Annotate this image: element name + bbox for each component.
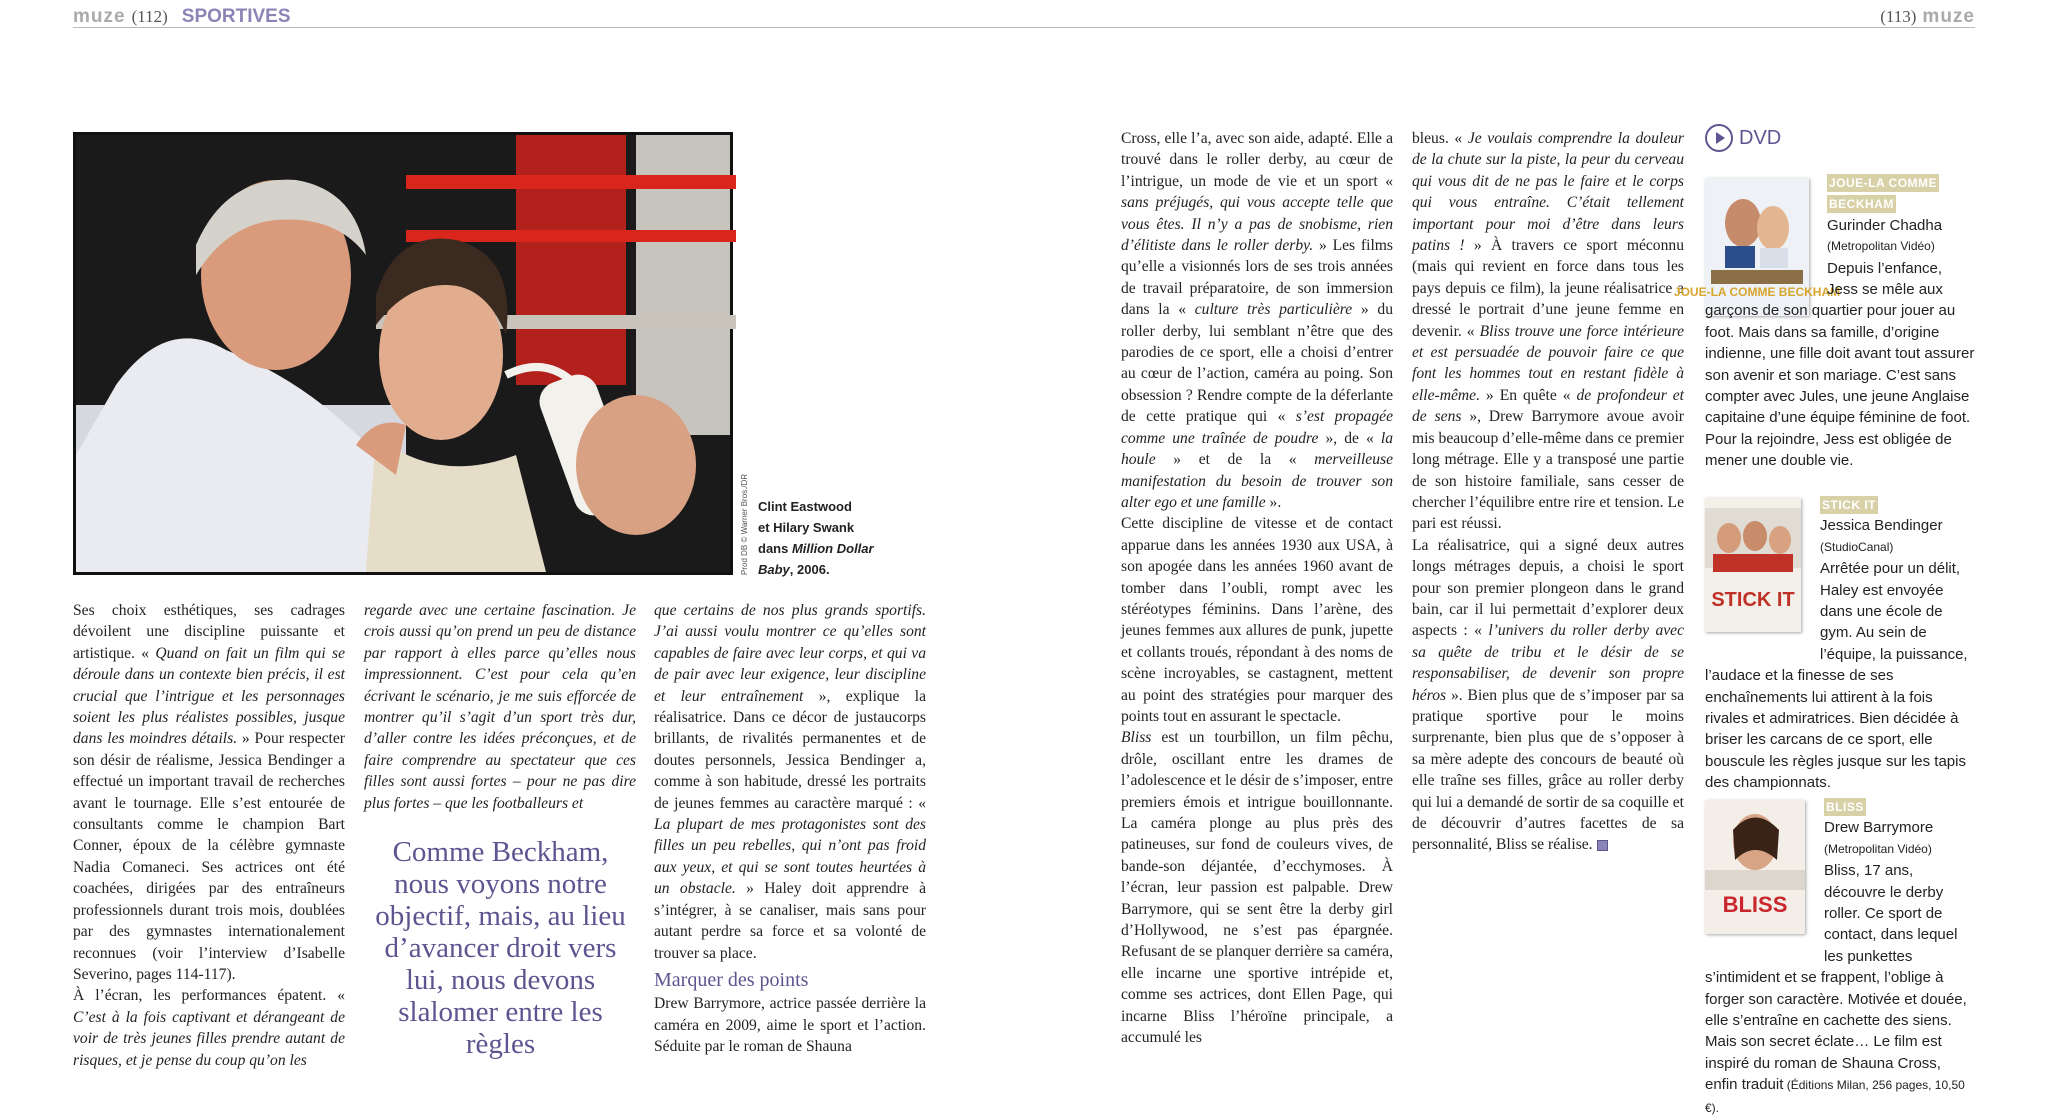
- dvd-director: Drew Barrymore: [1824, 819, 1934, 837]
- film-still-photo: [73, 132, 733, 575]
- paragraph: bleus. « Je voulais comprendre la douleur de la chute sur la piste, la peur du cerveau qui vous dit de ne pas le faire et le corps qui vous entraîne. C’était tellement important pour moi d’être dans leurs patins ! » À travers ce sport méconnu (mais qui revient en force dans tous les pays depuis ce film), la jeune réalisatrice a dressé le portrait d’une jeune femme en devenir. « Bliss trouve une force intérieure et est persuadée de pouvoir faire ce que font les hommes tout en restant fidèle à elle-même. » En quête « de profondeur et de sens », Drew Barrymore avoue avoir mis beaucoup d’elle-même dans ce premier long métrage. Elle y a transposé une partie de son histoire familiale, sans cesser de chercher l’équilibre entre rire et tension. Le pari est réussi.: [1412, 130, 1685, 533]
- section-subheading: Marquer des points: [654, 968, 809, 991]
- play-icon: [1705, 124, 1733, 152]
- paragraph: que certains de nos plus grands sportifs. J’ai aussi voulu montrer ce qu’elles sont capables de faire avec leur corps, et qui va de pair avec leur exigence, leur discipline et leur entraînement », explique la réalisatrice. Dans ce décor de justaucorps brillants, de rivalités permanentes et de doutes personnels, Jessica Bendinger a, comme à son habitude, dressé les portraits de jeunes femmes au caractère marqué : « La plupart de mes protagonistes sont des filles un peu rebelles, qui n’ont pas froid aux yeux, et qui se sont toutes heurtées à un obstacle. » Haley doit apprendre à s’intégrer, à se canaliser, mais sans pour autant perdre sa force et sa volonté de trouver sa place.: [654, 602, 927, 962]
- dvd-cover-title: JOUE-LA COMME BECKHAM: [1673, 285, 1841, 299]
- film-still-illustration: [76, 135, 730, 572]
- paragraph: À l’écran, les performances épatent. « C’est à la fois captivant et dérangeant de voir de très jeunes filles prendre autant de risques, et je pense du coup qu’on les: [73, 987, 345, 1069]
- dvd-publisher: (Metropolitan Vidéo): [1827, 239, 1935, 254]
- dvd-title: BLISS: [1826, 800, 1864, 814]
- header-rule: [73, 27, 1975, 28]
- running-header-right: [1880, 6, 1975, 32]
- article-column-4: [1121, 128, 1393, 1048]
- dvd-entry-2: [1705, 494, 1975, 794]
- paragraph: Bliss est un tourbillon, un film pêchu, drôle, oscillant entre les drames de l’adolescence et le désir de s’imposer, entre premiers émois et intrigue bouillonnante. La caméra plonge au plus près des patineuses, sur fond de couleurs vives, de bande-son déjantée, d’ecchymoses. À l’écran, leur passion est palpable. Drew Barrymore, qui se sent être la derby girl d’Hollywood, ne s’est pas épargnée. Refusant de se planquer derrière sa caméra, elle incarne une sportive intrépide et, comme ses actrices, dont Ellen Page, qui incarne Bliss l’héroïne principale, a accumulé les: [1121, 729, 1393, 1047]
- article-column-2: [364, 600, 636, 814]
- dvd-cover-title: BLISS: [1722, 892, 1788, 917]
- pull-quote: Comme Beckham, nous voyons notre objectif, mais, au lieu d’avancer droit vers lui, nous devons slalomer entre les règles: [375, 836, 626, 1060]
- paragraph: Cette discipline de vitesse et de contact apparue dans les années 1930 aux USA, à son apogée dans les années 1960 avant de tomber dans l’oubli, rompt avec les stéréotypes féminins. Dans l’arène, des jeunes femmes aux allures de punk, jupette et collants troués, répondant à des noms de scène incroyables, se castagnent, mettent au point des stratégies pour marquer des points tout en assurant le spectacle.: [1121, 515, 1393, 725]
- dvd-synopsis: Bliss, 17 ans, découvre le derby roller. Ce sport de contact, dans lequel les punkettes s’intimident et se frappent, l’oblige à forger son caractère. Motivée et douée, elle s’entraîne en cachette des siens. Mais son secret éclate… Le film est inspiré du roman de Shauna Cross, enfin traduit: [1705, 862, 1967, 1094]
- magazine-logo: muze: [73, 6, 126, 27]
- photo-credit: Prod DB © Warner Bros./DR: [740, 473, 749, 575]
- page-number: (112): [131, 7, 168, 26]
- article-column-1: [73, 600, 345, 1071]
- article-column-3: [654, 600, 926, 1058]
- dvd-book-reference: (Éditions Milan, 256 pages, 10,50 €).: [1705, 1078, 1965, 1115]
- dvd-heading: DVD: [1705, 124, 1781, 152]
- section-title: SPORTIVES: [181, 6, 291, 27]
- dvd-director: Jessica Bendinger: [1820, 517, 1943, 535]
- end-of-article-icon: [1597, 840, 1608, 851]
- dvd-synopsis: Depuis l’enfance, Jess se mêle aux garçons de son quartier pour jouer au foot. Mais dans sa famille, d’origine indienne, une fille doit avant tout assurer son avenir et son mariage. C’est sans compter avec Jules, une jeune Anglaise capitaine d’une équipe féminine de foot. Pour la rejoindre, Jess est obligée de mener une double vie.: [1705, 259, 1975, 470]
- dvd-publisher: (StudioCanal): [1820, 539, 1894, 554]
- dvd-title: STICK IT: [1822, 498, 1876, 512]
- paragraph: Drew Barrymore, actrice passée derrière la caméra en 2009, aime le sport et l’action. Séduite par le roman de Shauna: [654, 995, 926, 1056]
- dvd-cover-title: STICK IT: [1711, 589, 1795, 611]
- page-number: (113): [1880, 7, 1917, 26]
- dvd-title: JOUE-LA COMME: [1829, 176, 1938, 190]
- running-header-left: [73, 6, 291, 32]
- dvd-publisher: (Metropolitan Vidéo): [1824, 841, 1932, 856]
- dvd-synopsis: Arrêtée pour un délit, Haley est envoyée dans une école de gym. Au sein de l’équipe, la puissance, l’audace et la finesse de ses enchaînements lui attirent à la fois rivales et admiratrices. Bien décidée à briser les carcans de ce sport, elle bouscule les règles jusque sur les tapis des championnats.: [1705, 560, 1968, 792]
- magazine-logo: muze: [1922, 6, 1975, 27]
- dvd-entry-1: [1705, 172, 1975, 472]
- paragraph: regarde avec une certaine fascination. Je crois aussi qu’on prend un peu de distance par rapport à elles parce qu’elles nous impressionnent. C’est pour cela qu’en écrivant le scénario, je me suis efforcée de montrer qu’il s’agit d’un sport très dur, d’aller contre les idées préconçues, et de faire comprendre au spectateur que ces filles sont aussi fortes – pour ne pas dire plus fortes – que les footballeurs et: [364, 602, 636, 812]
- dvd-director: Gurinder Chadha: [1827, 216, 1943, 234]
- dvd-title: BECKHAM: [1829, 197, 1894, 212]
- paragraph: La réalisatrice, qui a signé deux autres longs métrages depuis, a choisi le sport pour son premier plongeon dans le grand bain, car il lui permettait d’explorer deux aspects : « l’univers du roller derby avec sa quête de tribu et le désir de se responsabiliser, de devenir son propre héros ». Bien plus que de s’imposer par sa pratique sportive pour le moins surprenante, bien plus que de s’opposer à sa mère adepte des concours de beauté où elle traîne ses filles, grâce au roller derby qui lui a demandé de sortir de sa coquille et de découvrir d’autres facettes de sa personnalité, Bliss se réalise.: [1412, 536, 1685, 854]
- paragraph: Ses choix esthétiques, ses cadrages dévoilent une discipline puissante et artistique. « Quand on fait un film qui se déroule dans un contexte bien précis, il est crucial que l’intrigue et les personnages soient les plus réalistes possibles, jusque dans les moindres détails. » Pour respecter son désir de réalisme, Jessica Bendinger a effectué un important travail de recherches avant le tournage. Elle s’est entourée de consultants comme le champion Bart Conner, époux de la célèbre gymnaste Nadia Comaneci. Ses actrices ont été coachées, dirigées par des entraîneurs professionnels durant trois mois, doublées par des gymnastes internationalement reconnues (voir l’interview d’Isabelle Severino, pages 114-117).: [73, 602, 345, 983]
- dvd-entry-3: [1705, 796, 1975, 1119]
- article-column-5: [1412, 128, 1684, 856]
- paragraph: Cross, elle l’a, avec son aide, adapté. Elle a trouvé dans le roller derby, au cœur de l’intrigue, un mode de vie et un sport « sans préjugés, qui vous accepte telle que vous êtes. Il n’y a pas de snobisme, rien d’élitiste dans le roller derby. » Les films qu’elle a visionnés lors de ses trois années de travail préparatoire, de son immersion dans la « culture très particulière » du roller derby, lui semblant n’être que des parodies de ce sport, elle a choisi d’entrer au cœur de l’action, caméra au poing. Son obsession ? Rendre compte de la déferlante de cette pratique qui « s’est propagée comme une traînée de poudre », de « la houle » et de la « merveilleuse manifestation du besoin de trouver son alter ego et une famille ».: [1121, 130, 1393, 511]
- photo-caption: Clint Eastwood et Hilary Swank dans Million Dollar Baby, 2006.: [758, 499, 874, 577]
